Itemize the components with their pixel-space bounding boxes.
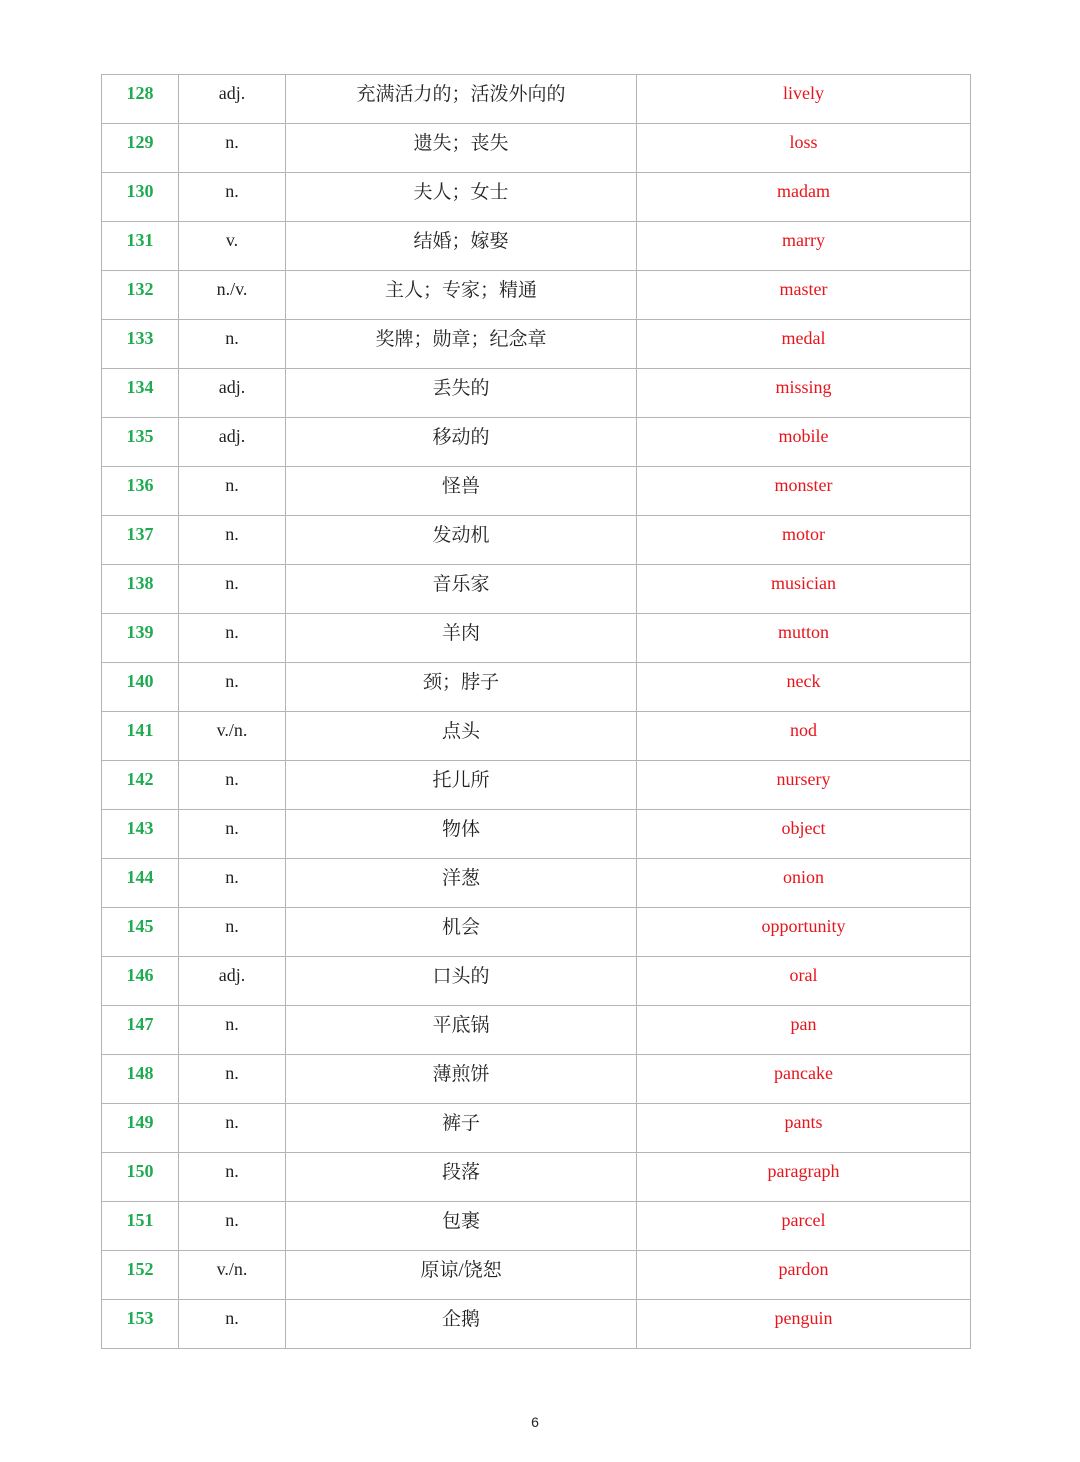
english-word-cell — [637, 1251, 971, 1300]
chinese-meaning: 薄煎饼 — [432, 1064, 490, 1085]
part-of-speech-cell — [179, 516, 286, 565]
entry-number-cell — [102, 75, 179, 124]
chinese-meaning: 洋葱 — [441, 868, 480, 889]
english-word-cell — [637, 957, 971, 1006]
chinese-meaning: 包裹 — [441, 1211, 480, 1232]
entry-number: 138 — [126, 573, 154, 593]
entry-number-cell — [102, 271, 179, 320]
entry-number-cell — [102, 173, 179, 222]
english-word-cell — [637, 124, 971, 173]
entry-number: 151 — [126, 1210, 154, 1230]
entry-number: 132 — [126, 279, 154, 299]
chinese-meaning: 发动机 — [432, 525, 490, 546]
english-word-cell — [637, 1006, 971, 1055]
table-row — [102, 467, 971, 516]
entry-number-cell — [102, 1153, 179, 1202]
entry-number-cell — [102, 663, 179, 712]
english-word-cell — [637, 369, 971, 418]
part-of-speech-cell — [179, 1300, 286, 1349]
part-of-speech: adj. — [218, 83, 246, 103]
chinese-meaning-cell — [286, 173, 637, 222]
entry-number-cell — [102, 859, 179, 908]
chinese-meaning-cell — [286, 369, 637, 418]
part-of-speech: adj. — [218, 377, 246, 397]
english-word-cell — [637, 271, 971, 320]
english-word: monster — [774, 475, 833, 495]
english-word: pan — [790, 1014, 817, 1034]
english-word: motor — [782, 524, 825, 544]
vocabulary-table-body — [102, 75, 971, 1349]
entry-number: 144 — [126, 867, 154, 887]
part-of-speech: v./n. — [216, 720, 248, 740]
chinese-meaning-cell — [286, 516, 637, 565]
entry-number-cell — [102, 1104, 179, 1153]
english-word: paragraph — [767, 1161, 840, 1181]
english-word-cell — [637, 1104, 971, 1153]
page-number: 6 — [531, 1414, 539, 1430]
entry-number: 146 — [126, 965, 154, 985]
part-of-speech: n. — [225, 132, 239, 152]
english-word: nod — [790, 720, 817, 740]
part-of-speech: n. — [225, 475, 239, 495]
chinese-meaning: 奖牌；勋章；纪念章 — [375, 329, 547, 350]
table-row — [102, 1104, 971, 1153]
entry-number-cell — [102, 222, 179, 271]
chinese-meaning-cell — [286, 222, 637, 271]
chinese-meaning-cell — [286, 418, 637, 467]
part-of-speech-cell — [179, 1202, 286, 1251]
entry-number: 148 — [126, 1063, 154, 1083]
chinese-meaning: 口头的 — [432, 966, 490, 987]
entry-number: 131 — [126, 230, 154, 250]
english-word: onion — [782, 867, 824, 887]
chinese-meaning: 平底锅 — [432, 1015, 490, 1036]
entry-number: 141 — [126, 720, 154, 740]
english-word: oral — [789, 965, 818, 985]
entry-number-cell — [102, 516, 179, 565]
entry-number-cell — [102, 1251, 179, 1300]
table-row — [102, 1153, 971, 1202]
english-word: lively — [783, 83, 824, 103]
chinese-meaning-cell — [286, 614, 637, 663]
part-of-speech: n. — [225, 1308, 239, 1328]
part-of-speech-cell — [179, 663, 286, 712]
entry-number-cell — [102, 810, 179, 859]
chinese-meaning-cell — [286, 1202, 637, 1251]
chinese-meaning: 企鹅 — [441, 1309, 480, 1330]
entry-number: 136 — [126, 475, 154, 495]
table-row — [102, 222, 971, 271]
table-row — [102, 1251, 971, 1300]
chinese-meaning-cell — [286, 1055, 637, 1104]
part-of-speech-cell — [179, 614, 286, 663]
chinese-meaning: 移动的 — [432, 427, 490, 448]
part-of-speech-cell — [179, 908, 286, 957]
chinese-meaning-cell — [286, 75, 637, 124]
part-of-speech-cell — [179, 712, 286, 761]
english-word-cell — [637, 614, 971, 663]
english-word-cell — [637, 761, 971, 810]
english-word: object — [781, 818, 826, 838]
chinese-meaning: 遗失；丧失 — [413, 133, 509, 154]
part-of-speech: v. — [225, 230, 239, 250]
entry-number-cell — [102, 565, 179, 614]
entry-number-cell — [102, 418, 179, 467]
chinese-meaning: 夫人；女士 — [413, 182, 509, 203]
part-of-speech: n. — [225, 328, 239, 348]
chinese-meaning: 颈；脖子 — [422, 672, 499, 693]
entry-number-cell — [102, 124, 179, 173]
english-word: marry — [782, 230, 825, 250]
table-row — [102, 124, 971, 173]
english-word: opportunity — [761, 916, 846, 936]
entry-number: 130 — [126, 181, 154, 201]
entry-number: 150 — [126, 1161, 154, 1181]
part-of-speech: n. — [225, 1161, 239, 1181]
part-of-speech: n. — [225, 1014, 239, 1034]
part-of-speech: n. — [225, 916, 239, 936]
entry-number: 129 — [126, 132, 154, 152]
english-word: pancake — [774, 1063, 833, 1083]
chinese-meaning-cell — [286, 712, 637, 761]
table-row — [102, 271, 971, 320]
part-of-speech-cell — [179, 124, 286, 173]
chinese-meaning: 点头 — [441, 721, 480, 742]
chinese-meaning-cell — [286, 1104, 637, 1153]
chinese-meaning: 音乐家 — [432, 574, 490, 595]
chinese-meaning: 原谅/饶恕 — [420, 1260, 502, 1281]
part-of-speech: adj. — [218, 426, 246, 446]
chinese-meaning: 怪兽 — [441, 476, 480, 497]
entry-number: 152 — [126, 1259, 154, 1279]
table-row — [102, 859, 971, 908]
part-of-speech-cell — [179, 761, 286, 810]
english-word: medal — [781, 328, 826, 348]
chinese-meaning: 结婚；嫁娶 — [413, 231, 509, 252]
table-row — [102, 1300, 971, 1349]
table-row — [102, 663, 971, 712]
part-of-speech: n. — [225, 867, 239, 887]
chinese-meaning-cell — [286, 859, 637, 908]
entry-number: 142 — [126, 769, 154, 789]
part-of-speech-cell — [179, 1006, 286, 1055]
table-row — [102, 1006, 971, 1055]
english-word: nursery — [776, 769, 831, 789]
part-of-speech: n. — [225, 818, 239, 838]
part-of-speech-cell — [179, 418, 286, 467]
table-row — [102, 908, 971, 957]
english-word: missing — [775, 377, 832, 397]
chinese-meaning-cell — [286, 957, 637, 1006]
part-of-speech-cell — [179, 75, 286, 124]
english-word-cell — [637, 859, 971, 908]
chinese-meaning-cell — [286, 1300, 637, 1349]
table-row — [102, 565, 971, 614]
english-word-cell — [637, 712, 971, 761]
english-word-cell — [637, 1055, 971, 1104]
part-of-speech-cell — [179, 565, 286, 614]
english-word: musician — [771, 573, 836, 593]
english-word: parcel — [781, 1210, 826, 1230]
chinese-meaning-cell — [286, 1006, 637, 1055]
part-of-speech-cell — [179, 222, 286, 271]
part-of-speech: n. — [225, 573, 239, 593]
chinese-meaning: 主人；专家；精通 — [384, 280, 537, 301]
english-word-cell — [637, 516, 971, 565]
entry-number-cell — [102, 761, 179, 810]
english-word-cell — [637, 1153, 971, 1202]
table-row — [102, 75, 971, 124]
english-word-cell — [637, 908, 971, 957]
vocabulary-table — [101, 74, 971, 1349]
part-of-speech: n. — [225, 181, 239, 201]
part-of-speech: n. — [225, 1063, 239, 1083]
entry-number-cell — [102, 1006, 179, 1055]
chinese-meaning: 托儿所 — [432, 770, 490, 791]
table-row — [102, 516, 971, 565]
chinese-meaning: 段落 — [441, 1162, 480, 1183]
english-word-cell — [637, 320, 971, 369]
chinese-meaning-cell — [286, 320, 637, 369]
chinese-meaning-cell — [286, 467, 637, 516]
table-row — [102, 614, 971, 663]
table-row — [102, 712, 971, 761]
entry-number: 135 — [126, 426, 154, 446]
entry-number-cell — [102, 957, 179, 1006]
table-row — [102, 810, 971, 859]
part-of-speech-cell — [179, 957, 286, 1006]
part-of-speech-cell — [179, 1055, 286, 1104]
part-of-speech-cell — [179, 1251, 286, 1300]
part-of-speech-cell — [179, 467, 286, 516]
english-word: pants — [784, 1112, 823, 1132]
part-of-speech: n. — [225, 622, 239, 642]
entry-number: 134 — [126, 377, 154, 397]
entry-number-cell — [102, 1055, 179, 1104]
part-of-speech: n. — [225, 1210, 239, 1230]
chinese-meaning: 裤子 — [441, 1113, 480, 1134]
english-word: penguin — [774, 1308, 833, 1328]
chinese-meaning-cell — [286, 1251, 637, 1300]
english-word-cell — [637, 810, 971, 859]
chinese-meaning: 机会 — [441, 917, 480, 938]
part-of-speech-cell — [179, 1104, 286, 1153]
table-row — [102, 1202, 971, 1251]
chinese-meaning-cell — [286, 761, 637, 810]
entry-number: 140 — [126, 671, 154, 691]
english-word-cell — [637, 222, 971, 271]
english-word-cell — [637, 173, 971, 222]
part-of-speech: n. — [225, 769, 239, 789]
english-word-cell — [637, 418, 971, 467]
table-row — [102, 369, 971, 418]
entry-number-cell — [102, 908, 179, 957]
entry-number: 149 — [126, 1112, 154, 1132]
entry-number: 147 — [126, 1014, 154, 1034]
chinese-meaning: 充满活力的；活泼外向的 — [356, 84, 566, 105]
entry-number-cell — [102, 320, 179, 369]
part-of-speech-cell — [179, 320, 286, 369]
part-of-speech: adj. — [218, 965, 246, 985]
table-row — [102, 173, 971, 222]
entry-number-cell — [102, 467, 179, 516]
part-of-speech: v./n. — [216, 1259, 248, 1279]
chinese-meaning: 羊肉 — [441, 623, 480, 644]
english-word: loss — [789, 132, 818, 152]
part-of-speech-cell — [179, 859, 286, 908]
entry-number: 153 — [126, 1308, 154, 1328]
table-row — [102, 1055, 971, 1104]
entry-number-cell — [102, 1202, 179, 1251]
entry-number: 145 — [126, 916, 154, 936]
part-of-speech-cell — [179, 369, 286, 418]
part-of-speech-cell — [179, 271, 286, 320]
chinese-meaning-cell — [286, 908, 637, 957]
part-of-speech-cell — [179, 173, 286, 222]
entry-number: 133 — [126, 328, 154, 348]
chinese-meaning-cell — [286, 810, 637, 859]
english-word-cell — [637, 75, 971, 124]
chinese-meaning: 丢失的 — [432, 378, 490, 399]
entry-number-cell — [102, 1300, 179, 1349]
chinese-meaning-cell — [286, 663, 637, 712]
table-row — [102, 957, 971, 1006]
table-row — [102, 761, 971, 810]
english-word: madam — [777, 181, 830, 201]
english-word-cell — [637, 467, 971, 516]
english-word-cell — [637, 1300, 971, 1349]
chinese-meaning-cell — [286, 1153, 637, 1202]
part-of-speech-cell — [179, 1153, 286, 1202]
chinese-meaning-cell — [286, 124, 637, 173]
english-word: mobile — [778, 426, 829, 446]
part-of-speech-cell — [179, 810, 286, 859]
english-word: mutton — [777, 622, 829, 642]
chinese-meaning: 物体 — [441, 819, 480, 840]
english-word: master — [779, 279, 828, 299]
chinese-meaning-cell — [286, 565, 637, 614]
english-word-cell — [637, 1202, 971, 1251]
part-of-speech: n./v. — [216, 279, 248, 299]
entry-number: 128 — [126, 83, 154, 103]
table-row — [102, 320, 971, 369]
entry-number-cell — [102, 369, 179, 418]
english-word: pardon — [778, 1259, 829, 1279]
part-of-speech: n. — [225, 524, 239, 544]
part-of-speech: n. — [225, 1112, 239, 1132]
english-word: neck — [786, 671, 821, 691]
entry-number: 143 — [126, 818, 154, 838]
table-row — [102, 418, 971, 467]
entry-number-cell — [102, 614, 179, 663]
entry-number-cell — [102, 712, 179, 761]
part-of-speech: n. — [225, 671, 239, 691]
english-word-cell — [637, 565, 971, 614]
entry-number: 137 — [126, 524, 154, 544]
english-word-cell — [637, 663, 971, 712]
entry-number: 139 — [126, 622, 154, 642]
chinese-meaning-cell — [286, 271, 637, 320]
